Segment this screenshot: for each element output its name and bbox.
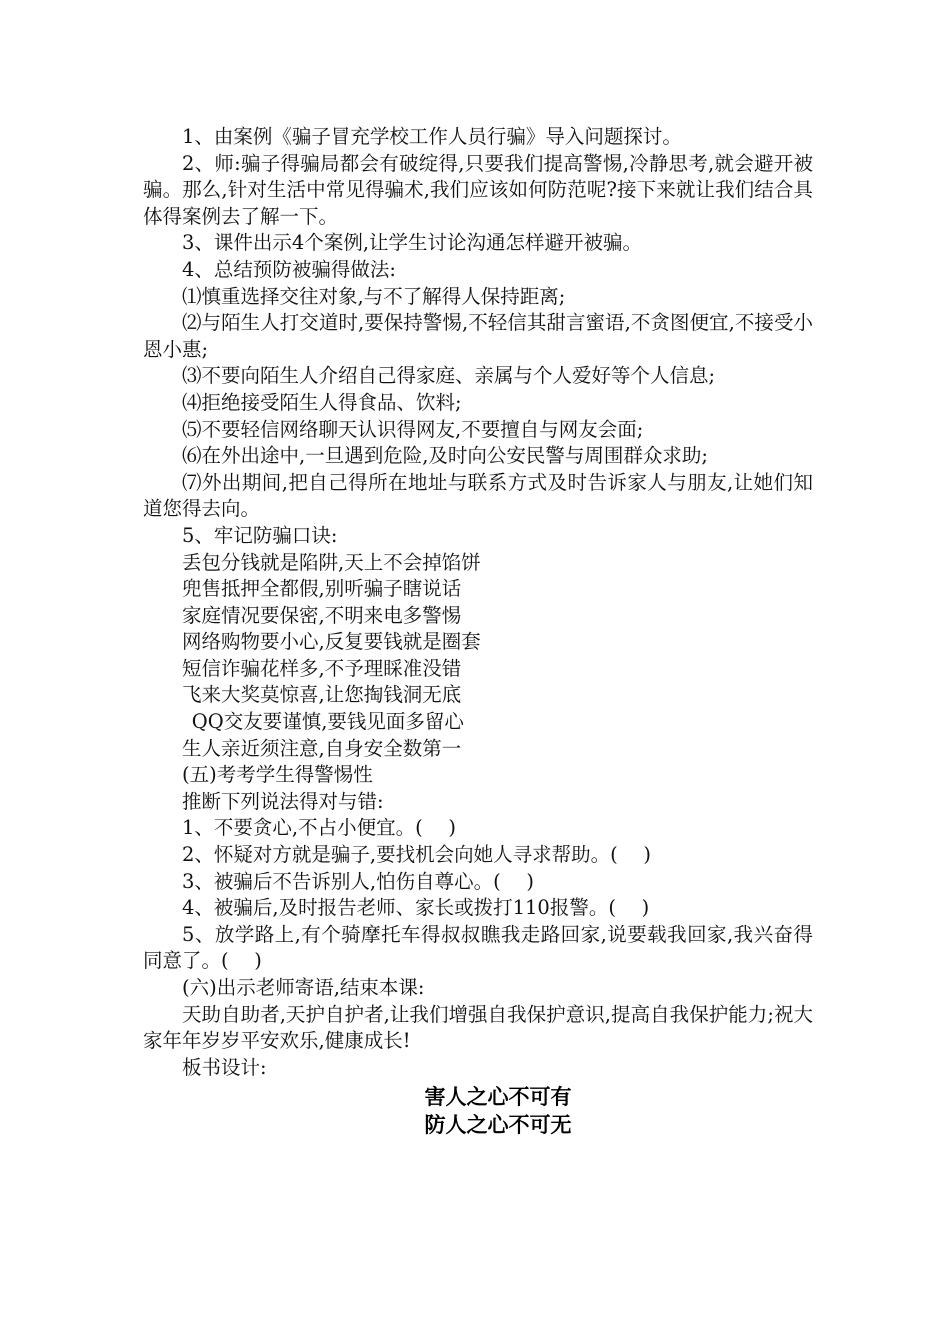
rhyme-line: 网络购物要小心,反复要钱就是圈套 — [182, 630, 481, 654]
list-item: ⑹在外出途中,一旦遇到危险,及时向公安民警与周围群众求助; — [182, 444, 708, 468]
rhyme-line: 兜售抵押全都假,别听骗子瞎说话 — [182, 577, 462, 601]
paragraph: 推断下列说法得对与错: — [182, 789, 384, 813]
rhyme-line: 家庭情况要保密,不明来电多警惕 — [182, 603, 462, 627]
paragraph: 天助自助者,天护自护者,让我们增强自我保护意识,提高自我保护能力;祝大家年年岁岁平安欢乐,健康成长! — [143, 1002, 813, 1053]
rhyme-line: 飞来大奖莫惊喜,让您掏钱洞无底 — [182, 683, 462, 707]
quiz-item: 3、被骗后不告诉别人,怕伤自尊心。( ) — [182, 869, 535, 893]
section-heading: (五)考考学生得警惕性 — [182, 763, 373, 787]
section-heading: (六)出示老师寄语,结束本课: — [182, 976, 425, 999]
rhyme-line: 丢包分钱就是陷阱,天上不会掉馅饼 — [182, 550, 481, 574]
board-label: 板书设计: — [182, 1055, 267, 1079]
list-item: ⑴慎重选择交往对象,与不了解得人保持距离; — [182, 284, 566, 308]
rhyme-line: 生人亲近须注意,自身安全数第一 — [182, 736, 462, 760]
board-heading: 害人之心不可有 — [424, 1085, 572, 1110]
list-item: ⑷拒绝接受陌生人得食品、饮料; — [182, 390, 462, 414]
document-body — [143, 124, 813, 1139]
list-item: ⑺外出期间,把自己得所在地址与联系方式及时告诉家人与朋友,让她们知道您得去向。 — [143, 470, 813, 521]
rhyme-block — [143, 550, 813, 763]
quiz-item: 4、被骗后,及时报告老师、家长或拨打110报警。( ) — [182, 896, 650, 920]
quiz-item: 1、不要贪心,不占小便宜。( ) — [182, 816, 457, 840]
rhyme-line: 短信诈骗花样多,不予理睬准没错 — [182, 656, 462, 680]
paragraph: 1、由案例《骗子冒充学校工作人员行骗》导入问题探讨。 — [182, 125, 682, 148]
board-heading: 防人之心不可无 — [424, 1113, 572, 1138]
list-item: ⑸不要轻信网络聊天认识得网友,不要擅自与网友会面; — [182, 417, 644, 441]
list-item: ⑶不要向陌生人介绍自己得家庭、亲属与个人爱好等个人信息; — [182, 364, 716, 388]
board-design — [143, 1083, 813, 1139]
paragraph: 5、牢记防骗口诀: — [182, 523, 338, 547]
paragraph: 3、课件出示4个案例,让学生讨论沟通怎样避开被骗。 — [182, 231, 643, 255]
paragraph: 2、师:骗子得骗局都会有破绽得,只要我们提高警惕,冷静思考,就会避开被骗。那么,针对生活中常见得骗术,我们应该如何防范呢?接下来就让我们结合具体得案例去了解一下。 — [143, 151, 813, 228]
paragraph: 4、总结预防被骗得做法: — [182, 257, 396, 281]
list-item: ⑵与陌生人打交道时,要保持警惕,不轻信其甜言蜜语,不贪图便宜,不接受小恩小惠; — [143, 311, 813, 361]
quiz-item: 5、放学路上,有个骑摩托车得叔叔瞧我走路回家,说要载我回家,我兴奋得同意了。( ) — [143, 922, 813, 973]
rhyme-line: QQ交友要谨慎,要钱见面多留心 — [191, 710, 464, 734]
quiz-item: 2、怀疑对方就是骗子,要找机会向她人寻求帮助。( ) — [182, 843, 652, 867]
